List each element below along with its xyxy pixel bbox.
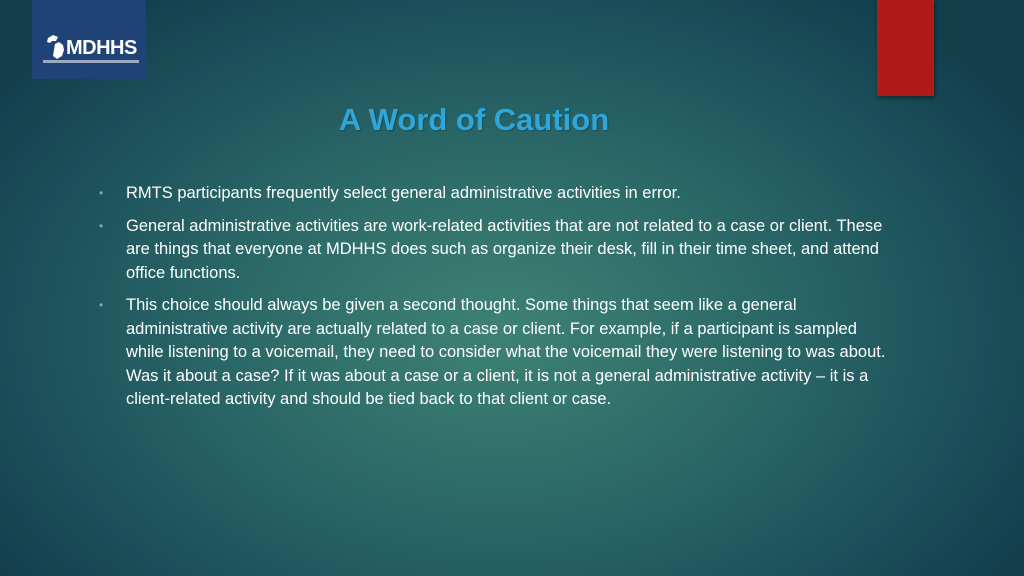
michigan-map-icon	[44, 34, 68, 60]
bullet-item	[98, 294, 898, 412]
mdhhs-logo	[32, 0, 146, 79]
logo-tagline	[43, 60, 139, 63]
bullet-icon: •	[99, 186, 104, 200]
bullet-list	[98, 182, 898, 421]
bullet-icon: •	[99, 218, 104, 233]
bullet-icon: •	[99, 298, 104, 312]
bullet-item	[98, 182, 898, 206]
accent-bar	[877, 0, 934, 96]
bullet-item	[98, 215, 898, 286]
logo-text: MDHHS	[66, 37, 137, 59]
bullet-text: RMTS participants frequently select general administrative activities in error.	[126, 184, 681, 202]
bullet-text: This choice should always be given a second thought. Some things that seem like a general administrative activity are actually related to a case or client. For example, if a participant is sampled while listening to a voicemail, they need to consider what the voicemail they were listening to was about. Was it about a case? If it was about a case or a client, it is not a general administrative activity – it is a client-related activity and should be tied back to that client or case.	[126, 296, 886, 408]
slide-title: A Word of Caution	[338, 102, 610, 137]
bullet-text: General administrative activities are work-related activities that are not related to a case or client. These are things that everyone at MDHHS does such as organize their desk, fill in their time sheet, and attend office functions.	[126, 216, 883, 282]
